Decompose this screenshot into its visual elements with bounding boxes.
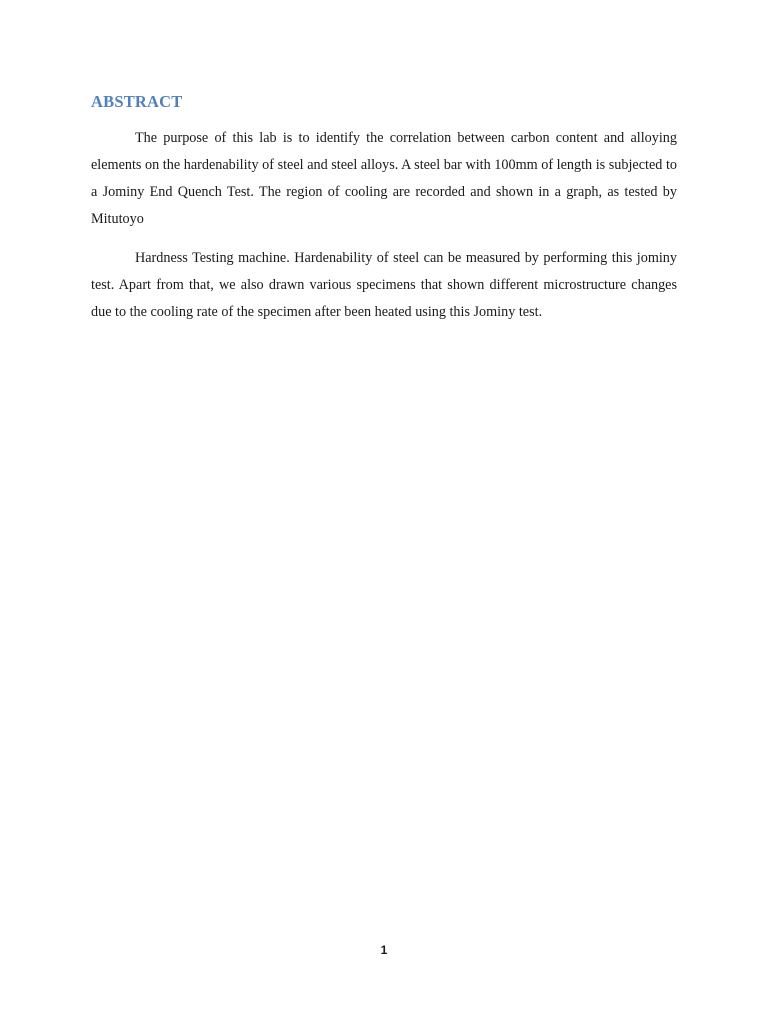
abstract-paragraph-1: The purpose of this lab is to identify the correlation between carbon content and alloying elements on the hardenability of steel and steel alloys. A steel bar with 100mm of length is subjected to a Jominy End Quench Test. The region of cooling are recorded and shown in a graph, as tested by Mitutoyo (91, 130, 677, 227)
abstract-paragraph-2: Hardness Testing machine. Hardenability of steel can be measured by performing this jominy test. Apart from that, we also drawn various specimens that shown different microstructure changes due to the cooling rate of the specimen after been heated using this Jominy test. (91, 250, 677, 320)
abstract-heading: ABSTRACT (91, 92, 183, 111)
page-number: 1 (380, 943, 388, 957)
